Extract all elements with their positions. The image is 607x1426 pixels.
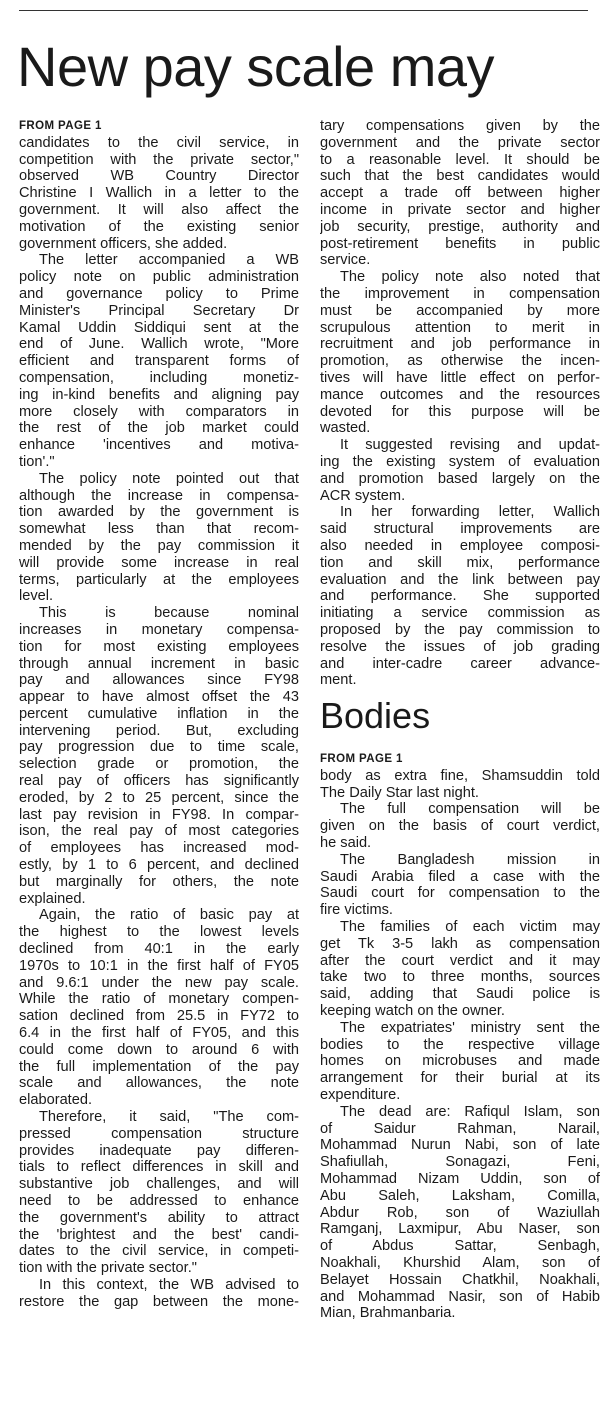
text-line: Christine I Wallich in a letter to the: [19, 185, 299, 202]
text-line: Mohammad Nizam Uddin, son of: [320, 1171, 600, 1188]
text-line: of Abdus Sattar, Senbagh,: [320, 1238, 600, 1255]
kicker-2: FROM PAGE 1: [320, 753, 403, 766]
text-line: elaborated.: [19, 1092, 93, 1109]
text-line: the government's ability to attract: [19, 1209, 299, 1226]
text-line: tion for most existing employees: [19, 638, 299, 655]
text-line: The full compensation will be: [340, 801, 600, 818]
text-line: The Daily Star last night.: [320, 784, 479, 801]
text-line: and 9.6:1 under the new pay scale.: [19, 974, 299, 991]
text-line: dates to the civil service, in competi-: [19, 1243, 299, 1260]
text-line: enhance 'incentives and motiva-: [19, 437, 299, 454]
article-body-left: [19, 135, 299, 1311]
text-line: the rest of the job market could: [19, 420, 299, 437]
text-line: While the ratio of monetary compen-: [19, 991, 299, 1008]
text-line: Mohammad Nurun Nabi, son of late: [320, 1137, 600, 1154]
text-line: the 'brightest and the best' candi-: [19, 1226, 299, 1243]
text-line: Belayet Hossain Chatkhil, Noakhali,: [320, 1271, 600, 1288]
text-line: policy note on public administration: [19, 269, 299, 286]
text-line: and governance policy to Prime: [19, 285, 299, 302]
text-line: could come down to around 6 with: [19, 1041, 299, 1058]
text-line: The expatriates' ministry sent the: [340, 1019, 600, 1036]
article-2-body: [320, 768, 600, 1322]
text-line: job security, prestige, authority and: [320, 218, 600, 235]
text-line: Abdur Rob, son of Waziullah: [320, 1204, 600, 1221]
headline: New pay scale may: [17, 35, 495, 98]
text-line: also needed in employee composi-: [320, 537, 600, 554]
right-column: [320, 118, 600, 1322]
text-line: restore the gap between the mone-: [19, 1293, 299, 1310]
text-line: he said.: [320, 835, 372, 852]
text-line: compensation, including monetiz-: [19, 369, 299, 386]
text-line: promotion, as otherwise the incen-: [320, 353, 600, 370]
text-line: appear to have almost offset the 43: [19, 689, 299, 706]
text-line: 1970s to 10:1 in the first half of FY05: [19, 957, 299, 974]
text-line: Abu Saleh, Laksham, Comilla,: [320, 1187, 600, 1204]
top-rule: [19, 10, 588, 11]
text-line: resolve the issues of job grading: [320, 638, 600, 655]
text-line: eroded, by 2 to 25 percent, since the: [19, 789, 299, 806]
left-column: [19, 118, 299, 1311]
text-line: of Saidur Rahman, Narail,: [320, 1120, 600, 1137]
text-line: and promotion based largely on the: [320, 470, 600, 487]
text-line: provides inadequate pay differen-: [19, 1142, 299, 1159]
text-line: Again, the ratio of basic pay at: [39, 907, 299, 924]
text-line: tion and skill mix, performance: [320, 554, 600, 571]
text-line: tion with the private sector.": [19, 1260, 197, 1277]
text-line: pay and allowances since FY98: [19, 672, 299, 689]
text-line: The policy note pointed out that: [39, 470, 299, 487]
text-line: said structural improvements are: [320, 521, 600, 538]
text-line: income in private sector and higher: [320, 201, 600, 218]
text-line: tion'.": [19, 453, 55, 470]
text-line: Saudi court for compensation to the: [320, 885, 600, 902]
text-line: end of June. Wallich wrote, "More: [19, 336, 299, 353]
text-line: last pay revision in FY98. In compar-: [19, 806, 299, 823]
text-line: post-retirement benefits in public: [320, 235, 600, 252]
text-line: intervening period. But, excluding: [19, 722, 299, 739]
text-line: government and the private sector: [320, 134, 600, 151]
text-line: tion awarded by the government is: [19, 504, 299, 521]
text-line: In her forwarding letter, Wallich: [340, 504, 600, 521]
text-line: mance outcomes and the resources: [320, 386, 600, 403]
text-line: although the increase in compensa-: [19, 487, 299, 504]
text-line: after the court verdict and it may: [320, 952, 600, 969]
text-line: scrupulous attention to merit in: [320, 319, 600, 336]
text-line: given on the basis of court verdict,: [320, 818, 600, 835]
text-line: explained.: [19, 890, 86, 907]
text-line: level.: [19, 588, 54, 605]
text-line: In this context, the WB advised to: [39, 1276, 299, 1293]
text-line: tary compensations given by the: [320, 118, 600, 134]
article-body-right: [320, 118, 600, 689]
text-line: expenditure.: [320, 1087, 401, 1104]
text-line: somewhat less than that recom-: [19, 521, 299, 538]
text-line: Minister's Principal Secretary Dr: [19, 302, 299, 319]
text-line: will provide some increase in real: [19, 554, 299, 571]
text-line: and Mohammad Nasir, son of Habib: [320, 1288, 600, 1305]
text-line: recruitment and job performance in: [320, 336, 600, 353]
text-line: through annual increment in basic: [19, 655, 299, 672]
text-line: estly, by 1 to 6 percent, and declined: [19, 857, 299, 874]
text-line: such that the best candidates would: [320, 168, 600, 185]
text-line: of employees has increased mod-: [19, 840, 299, 857]
text-line: ing in-kind benefits and aligning pay: [19, 386, 299, 403]
text-line: government officers, she added.: [19, 235, 228, 252]
text-line: devoted for this purpose will be: [320, 403, 600, 420]
text-line: competition with the private sector,": [19, 151, 299, 168]
text-line: proposed by the pay commission to: [320, 621, 600, 638]
text-line: declined from 40:1 in the early: [19, 941, 299, 958]
text-line: the improvement in compensation: [320, 285, 600, 302]
text-line: said, adding that Saudi police is: [320, 986, 600, 1003]
text-line: The letter accompanied a WB: [39, 252, 299, 269]
text-line: to a reasonable level. It should be: [320, 151, 600, 168]
text-line: This is because nominal: [39, 605, 299, 622]
text-line: mended by the pay commission it: [19, 537, 299, 554]
text-line: Therefore, it said, "The com-: [39, 1109, 299, 1126]
text-line: It suggested revising and updat-: [340, 437, 600, 454]
text-line: accept a trade off between higher: [320, 185, 600, 202]
text-line: terms, particularly at the employees: [19, 571, 299, 588]
text-line: tials to reflect differences in skill and: [19, 1159, 299, 1176]
text-line: Saudi Arabia filed a case with the: [320, 868, 600, 885]
subheadline: Bodies: [320, 695, 431, 737]
text-line: fire victims.: [320, 902, 393, 919]
text-line: bodies to the respective village: [320, 1036, 600, 1053]
text-line: but marginally for others, the note: [19, 873, 299, 890]
text-line: Kamal Uddin Siddiqui sent at the: [19, 319, 299, 336]
text-line: ing the existing system of evaluation: [320, 453, 600, 470]
text-line: and inter-cadre career advance-: [320, 655, 600, 672]
text-line: arrangement for their burial at its: [320, 1070, 600, 1087]
text-line: get Tk 3-5 lakh as compensation: [320, 935, 600, 952]
text-line: more closely with comparators in: [19, 403, 299, 420]
text-line: and performance. She supported: [320, 588, 600, 605]
text-line: real pay of officers has significantly: [19, 773, 299, 790]
text-line: Shafiullah, Sonagazi, Feni,: [320, 1154, 600, 1171]
text-line: government. It will also affect the: [19, 201, 299, 218]
text-line: selection grade or promotion, the: [19, 756, 299, 773]
text-line: The families of each victim may: [340, 919, 600, 936]
text-line: initiating a service commission as: [320, 605, 600, 622]
text-line: tives will have little effect on perfor-: [320, 369, 600, 386]
text-line: must be accompanied by more: [320, 302, 600, 319]
text-line: scale and allowances, the note: [19, 1075, 299, 1092]
text-line: candidates to the civil service, in: [19, 134, 299, 151]
text-line: substantive job challenges, and will: [19, 1176, 299, 1193]
text-line: evaluation and the link between pay: [320, 571, 600, 588]
text-line: pay progression due to time scale,: [19, 739, 299, 756]
text-line: need to be addressed to enhance: [19, 1193, 299, 1209]
text-line: sation declined from 25.5 in FY72 to: [19, 1008, 299, 1025]
text-line: the highest to the lowest levels: [19, 924, 299, 941]
text-line: service.: [320, 252, 371, 269]
text-line: The policy note also noted that: [340, 269, 600, 286]
text-line: percent cumulative inflation in the: [19, 705, 299, 722]
text-line: ment.: [320, 672, 357, 689]
text-line: homes on microbuses and made: [320, 1053, 600, 1070]
text-line: efficient and transparent forms of: [19, 353, 299, 370]
text-line: observed WB Country Director: [19, 168, 299, 185]
text-line: The Bangladesh mission in: [340, 851, 600, 868]
text-line: keeping watch on the owner.: [320, 1003, 505, 1020]
text-line: wasted.: [320, 420, 371, 437]
kicker: FROM PAGE 1: [19, 120, 102, 132]
text-line: ison, the real pay of most categories: [19, 823, 299, 840]
text-line: the full implementation of the pay: [19, 1058, 299, 1075]
text-line: increases in monetary compensa-: [19, 621, 299, 638]
text-line: Ramganj, Laxmipur, Abu Naser, son: [320, 1221, 600, 1238]
text-line: take two to three months, sources: [320, 969, 600, 986]
text-line: ACR system.: [320, 487, 406, 504]
text-line: The dead are: Rafiqul Islam, son: [340, 1103, 600, 1120]
text-line: Mian, Brahmanbaria.: [320, 1305, 456, 1322]
text-line: Noakhali, Khurshid Alam, son of: [320, 1255, 600, 1271]
text-line: pressed compensation structure: [19, 1125, 299, 1142]
text-line: 6.4 in the first half of FY05, and this: [19, 1025, 299, 1042]
text-line: motivation of the existing senior: [19, 218, 299, 235]
text-line: body as extra fine, Shamsuddin told: [320, 767, 600, 784]
